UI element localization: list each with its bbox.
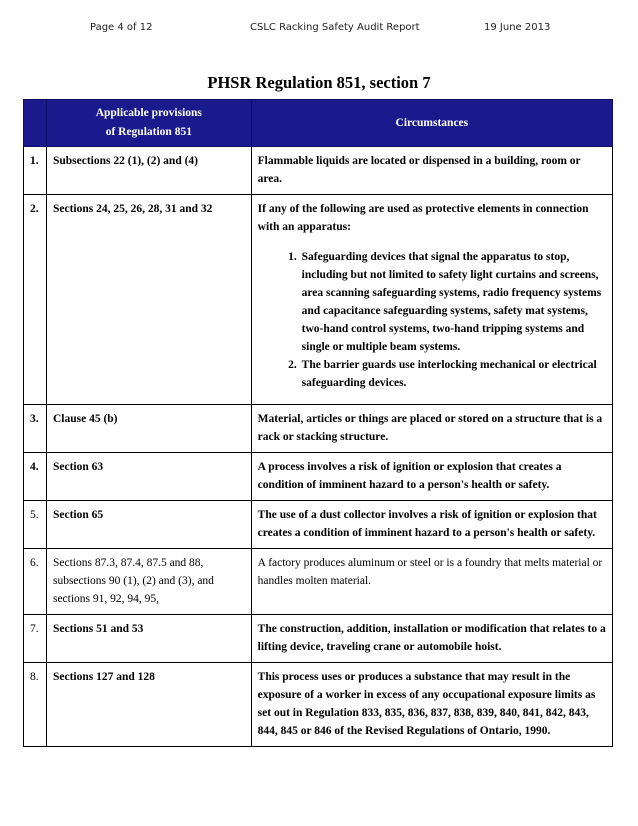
row-circumstances: The construction, addition, installation or modification that relates to a lifting device, traveling crane or automobile hoist.: [251, 615, 612, 663]
row-number: 3.: [24, 405, 47, 453]
row-number: 7.: [24, 615, 47, 663]
table-header-row: [24, 100, 613, 147]
row-circumstances: Material, articles or things are placed or stored on a structure that is a rack or stacking structure.: [251, 405, 612, 453]
row-circumstances: A process involves a risk of ignition or explosion that creates a condition of imminent hazard to a person's health or safety.: [251, 453, 612, 501]
safeguard-list: [258, 248, 606, 392]
row-provisions: Section 63: [46, 453, 251, 501]
row-provisions: Section 65: [46, 501, 251, 549]
table-row: [24, 549, 613, 615]
page-header: [0, 14, 638, 34]
row-circumstances: Flammable liquids are located or dispensed in a building, room or area.: [251, 147, 612, 195]
report-date: 19 June 2013: [484, 22, 551, 33]
row-number: 6.: [24, 549, 47, 615]
table-row: [24, 615, 613, 663]
table-row: [24, 147, 613, 195]
row-circumstances: This process uses or produces a substance that may result in the exposure of a worker in excess of any occupational exposure limits as set out in Regulation 833, 835, 836, 837, 838, 839, 840, 841, 842, 843, 844, 845 or 846 of the Revised Regulations of Ontario, 1990.: [251, 663, 612, 747]
table-row: [24, 405, 613, 453]
header-num-cell: [24, 100, 47, 147]
row-number: 5.: [24, 501, 47, 549]
row-provisions: Subsections 22 (1), (2) and (4): [46, 147, 251, 195]
table-row: [24, 663, 613, 747]
table-row: [24, 501, 613, 549]
table-row: [24, 195, 613, 405]
row-provisions: Sections 24, 25, 26, 28, 31 and 32: [46, 195, 251, 405]
row-provisions: Clause 45 (b): [46, 405, 251, 453]
regulation-table: [23, 99, 613, 747]
row-number: 8.: [24, 663, 47, 747]
header-circumstances: Circumstances: [251, 100, 612, 147]
list-item: 1. Safeguarding devices that signal the apparatus to stop, including but not limited to safety light curtains and screens, area scanning safeguarding systems, radio frequency systems and capacitance safeguarding systems, safety mat systems, two-hand control systems, two-hand tripping systems and single or multiple beam systems.: [300, 248, 606, 356]
row-circumstances: A factory produces aluminum or steel or is a foundry that melts material or handles molten material.: [251, 549, 612, 615]
row-number: 2.: [24, 195, 47, 405]
row-provisions: Sections 127 and 128: [46, 663, 251, 747]
row-number: 1.: [24, 147, 47, 195]
row-circumstances: [251, 195, 612, 405]
row-number: 4.: [24, 453, 47, 501]
header-provisions: [46, 100, 251, 147]
table-row: [24, 453, 613, 501]
row-circumstances-intro: If any of the following are used as protective elements in connection with an apparatus:: [257, 203, 589, 233]
row-provisions: Sections 51 and 53: [46, 615, 251, 663]
report-title: CSLC Racking Safety Audit Report: [250, 22, 420, 33]
header-provisions-line1: Applicable provisions: [95, 107, 202, 119]
list-item: 2. The barrier guards use interlocking mechanical or electrical safeguarding devices.: [300, 356, 606, 392]
row-circumstances: The use of a dust collector involves a risk of ignition or explosion that creates a condition of imminent hazard to a person's health or safety.: [251, 501, 612, 549]
row-provisions: Sections 87.3, 87.4, 87.5 and 88, subsections 90 (1), (2) and (3), and sections 91, 92, 94, 95,: [46, 549, 251, 615]
document-title: PHSR Regulation 851, section 7: [207, 73, 431, 92]
page-number: Page 4 of 12: [90, 22, 153, 33]
header-provisions-line2: of Regulation 851: [105, 126, 192, 138]
